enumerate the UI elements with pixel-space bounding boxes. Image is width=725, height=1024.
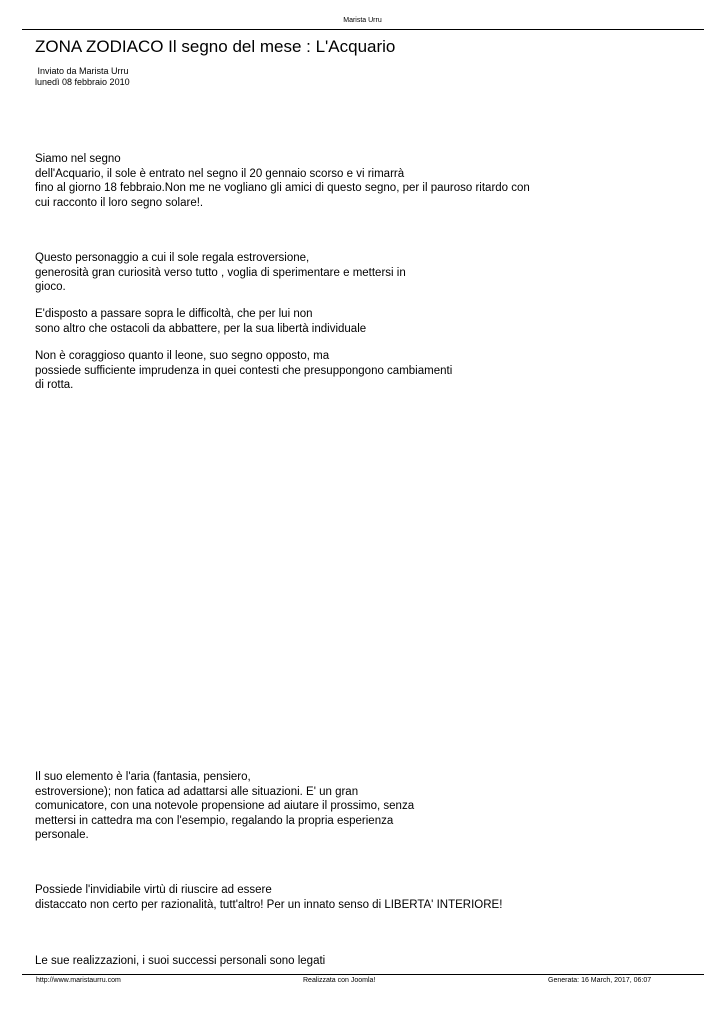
text-line: estroversione); non fatica ad adattarsi alle situazioni. E' un gran xyxy=(35,785,359,798)
text-line: gioco. xyxy=(35,281,66,294)
text-line: generosità gran curiosità verso tutto , voglia di sperimentare e mettersi in xyxy=(35,266,406,279)
text-line: distaccato non certo per razionalità, tutt'altro! Per un innato senso di LIBERTA' INTERIORE! xyxy=(35,898,503,911)
paragraph-6 xyxy=(35,883,502,912)
text-line: Non è coraggioso quanto il leone, suo segno opposto, ma xyxy=(35,350,330,362)
footer-generated-date: Generata: 16 March, 2017, 06:07 xyxy=(548,977,652,984)
text-line: fino al giorno 18 febbraio.Non me ne vogliano gli amici di questo segno, per il pauroso ritardo con xyxy=(35,182,530,195)
footer-divider xyxy=(22,974,704,975)
paragraph-2 xyxy=(35,251,406,295)
article-author: Inviato da Marista Urru xyxy=(35,66,129,76)
header-divider xyxy=(22,29,704,30)
text-line: personale. xyxy=(35,829,89,842)
text-line: mettersi in cattedra ma con l'esempio, regalando la propria esperienza xyxy=(35,814,394,827)
text-line: E'disposto a passare sopra le difficoltà, che per lui non xyxy=(35,308,313,320)
text-line: comunicatore, con una notevole propensione ad aiutare il prossimo, senza xyxy=(35,800,415,813)
text-line: Il suo elemento è l'aria (fantasia, pensiero, xyxy=(35,771,251,783)
text-line: dell'Acquario, il sole è entrato nel segno il 20 gennaio scorso e vi rimarrà xyxy=(35,167,405,180)
text-line: di rotta. xyxy=(35,379,74,392)
text-line: sono altro che ostacoli da abbattere, per la sua libertà individuale xyxy=(35,322,367,335)
article-date: lunedì 08 febbraio 2010 xyxy=(35,77,130,87)
text-line: Questo personaggio a cui il sole regala estroversione, xyxy=(35,252,310,264)
article-title: ZONA ZODIACO Il segno del mese : L'Acquario xyxy=(35,37,396,56)
paragraph-3 xyxy=(35,307,366,336)
text-line: Le sue realizzazioni, i suoi successi personali sono legati xyxy=(35,955,326,967)
article-meta xyxy=(35,66,130,88)
header-site-name: Marista Urru xyxy=(343,17,382,24)
paragraph-4 xyxy=(35,349,452,393)
paragraph-1 xyxy=(35,152,530,210)
paragraph-5 xyxy=(35,770,414,843)
text-line: possiede sufficiente imprudenza in quei contesti che presuppongono cambiamenti xyxy=(35,364,453,377)
paragraph-7 xyxy=(35,954,325,969)
text-line: cui racconto il loro segno solare!. xyxy=(35,196,204,209)
text-line: Siamo nel segno xyxy=(35,153,121,165)
text-line: Possiede l'invidiabile virtù di riuscire ad essere xyxy=(35,884,272,896)
footer-powered-by: Realizzata con Joomla! xyxy=(303,977,376,984)
footer-url-link[interactable]: http://www.maristaurru.com xyxy=(36,977,121,984)
